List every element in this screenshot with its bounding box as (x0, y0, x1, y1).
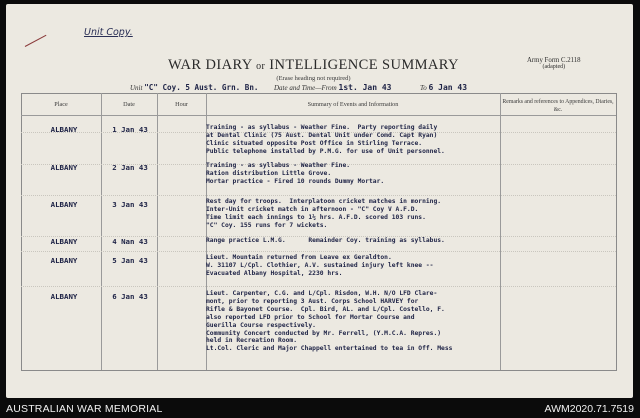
header-summary: Summary of Events and Information (307, 101, 399, 108)
row-summary: Training - as syllabus - Weather Fine. Party reporting daily at Dental Clinic (75 Aust. Dental Unit under Comd. Capt Ryan) Clinic situated opposite Post Office in Stirling Terrace. Public telephone installed by P.M.G. for use of Unit personnel. (206, 124, 445, 155)
army-form-label (527, 57, 581, 70)
unit-label: Unit (130, 84, 143, 92)
header-place: Place (54, 101, 68, 108)
date-from-value: 1st. Jan 43 (338, 83, 392, 92)
row-summary: Lieut. Carpenter, C.G. and L/Cpl. Risdon, W.H. N/O LFD Clare- mont, prior to reporting 3 Aust. Corps School HARVEY for Rifle & Bayonet Course. Cpl. Bird, AL. and L/Cpl. Costello, F. also reported LFD prior to School for Mortar Course and Guerilla Course respectively. Community Concert conducted by Mr. Ferrell, (Y.M.C.A. Repres.) held in Recreation Room. Lt.Col. Cleric and Major Chappell entertained to tea in Off. Mess (206, 290, 453, 353)
row-place: ALBANY (50, 292, 78, 301)
row-summary: Training - as syllabus - Weather Fine. Ration distribution Little Grove. Mortar practice - Fired 10 rounds Dummy Mortar. (206, 162, 385, 185)
ruled-line (21, 251, 616, 252)
unit-value: "C" Coy. 5 Aust. Grn. Bn. (144, 83, 259, 92)
date-from-field (274, 83, 391, 92)
row-place: ALBANY (50, 163, 78, 172)
date-from-label: Date and Time—From (274, 84, 337, 92)
title-or: or (256, 61, 266, 72)
date-to-field (420, 83, 467, 92)
row-date: 4 Nan 43 (112, 237, 148, 246)
date-to-value: 6 Jan 43 (428, 83, 468, 92)
row-date: 6 Jan 43 (112, 292, 148, 301)
header-remarks: Remarks and references to Appendices, Diaries, &c. (502, 99, 614, 113)
header-hour: Hour (175, 101, 188, 108)
row-place: ALBANY (50, 125, 78, 134)
row-summary: Rest day for troops. Interplatoon cricket matches in morning. Inter-Unit cricket match in afternoon - "C" Coy V A.F.D. Time limit each innings to 1½ hrs. A.F.D. scored 103 runs. "C" Coy. 155 runs for 7 wickets. (206, 198, 442, 229)
header-divider (21, 115, 616, 116)
column-divider (157, 93, 158, 370)
unit-field (130, 83, 259, 92)
army-form-number: Army Form C.2118 (527, 57, 581, 64)
archive-reference: AWM2020.71.7519 (544, 403, 634, 415)
row-summary: Lieut. Mountain returned from Leave ex Geraldton. W. 31107 L/Cpl. Clothier, A.V. sustained injury left knee -- Evacuated Albany Hospital, 2230 hrs. (206, 254, 434, 277)
row-date: 5 Jan 43 (112, 256, 148, 265)
row-summary: Range practice L.M.G. Remainder Coy. training as syllabus. (206, 237, 445, 244)
row-place: ALBANY (50, 200, 78, 209)
ruled-line (21, 286, 616, 287)
column-divider (101, 93, 102, 370)
date-to-label: To (420, 84, 427, 92)
army-form-adapted: (adapted) (542, 64, 566, 70)
archive-name: AUSTRALIAN WAR MEMORIAL (6, 403, 163, 415)
row-date: 1 Jan 43 (112, 125, 148, 134)
row-date: 3 Jan 43 (112, 200, 148, 209)
heading-note: (Erase heading not required) (276, 75, 351, 82)
ruled-line (21, 195, 616, 196)
row-place: ALBANY (50, 237, 78, 246)
header-date: Date (123, 101, 135, 108)
row-place: ALBANY (50, 256, 78, 265)
handwritten-unit-copy-note: Unit Copy. (84, 27, 133, 38)
row-date: 2 Jan 43 (112, 163, 148, 172)
title-intelligence-summary: INTELLIGENCE SUMMARY (269, 57, 459, 73)
title-war-diary: WAR DIARY (168, 57, 253, 73)
